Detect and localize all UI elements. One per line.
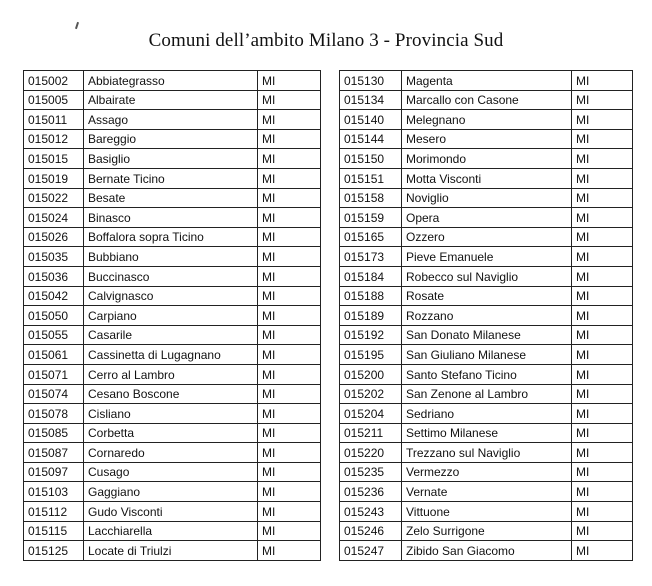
province-code: MI bbox=[258, 345, 321, 365]
province-code: MI bbox=[572, 541, 633, 561]
comuni-table-left-body bbox=[24, 71, 321, 561]
comune-name: Motta Visconti bbox=[402, 168, 572, 188]
comune-name: Assago bbox=[84, 110, 258, 130]
comune-name: Basiglio bbox=[84, 149, 258, 169]
comune-name: Sedriano bbox=[402, 404, 572, 424]
table-row bbox=[340, 129, 633, 149]
comune-code: 015204 bbox=[340, 404, 402, 424]
province-code: MI bbox=[572, 462, 633, 482]
province-code: MI bbox=[572, 71, 633, 91]
province-code: MI bbox=[258, 90, 321, 110]
table-row bbox=[340, 110, 633, 130]
table-row bbox=[340, 541, 633, 561]
province-code: MI bbox=[572, 129, 633, 149]
comune-name: Pieve Emanuele bbox=[402, 247, 572, 267]
table-row bbox=[24, 482, 321, 502]
province-code: MI bbox=[258, 364, 321, 384]
comune-name: Zelo Surrigone bbox=[402, 521, 572, 541]
province-code: MI bbox=[572, 188, 633, 208]
table-row bbox=[340, 188, 633, 208]
comune-code: 015134 bbox=[340, 90, 402, 110]
table-row bbox=[340, 345, 633, 365]
province-code: MI bbox=[258, 443, 321, 463]
comune-code: 015024 bbox=[24, 208, 84, 228]
table-row bbox=[340, 521, 633, 541]
comune-code: 015112 bbox=[24, 502, 84, 522]
comuni-table-right-body bbox=[340, 71, 633, 561]
table-row bbox=[24, 90, 321, 110]
comune-name: Morimondo bbox=[402, 149, 572, 169]
table-row bbox=[340, 364, 633, 384]
comune-name: Rozzano bbox=[402, 306, 572, 326]
comune-name: Besate bbox=[84, 188, 258, 208]
province-code: MI bbox=[258, 325, 321, 345]
comune-code: 015247 bbox=[340, 541, 402, 561]
comune-name: Cusago bbox=[84, 462, 258, 482]
comune-name: Vermezzo bbox=[402, 462, 572, 482]
comune-code: 015184 bbox=[340, 266, 402, 286]
comune-name: San Giuliano Milanese bbox=[402, 345, 572, 365]
comune-code: 015022 bbox=[24, 188, 84, 208]
comune-code: 015036 bbox=[24, 266, 84, 286]
comune-name: Cerro al Lambro bbox=[84, 364, 258, 384]
table-row bbox=[340, 384, 633, 404]
province-code: MI bbox=[258, 482, 321, 502]
comune-name: San Zenone al Lambro bbox=[402, 384, 572, 404]
comune-code: 015015 bbox=[24, 149, 84, 169]
comune-name: Vernate bbox=[402, 482, 572, 502]
comune-name: Zibido San Giacomo bbox=[402, 541, 572, 561]
comune-code: 015035 bbox=[24, 247, 84, 267]
province-code: MI bbox=[572, 208, 633, 228]
province-code: MI bbox=[572, 345, 633, 365]
comune-name: Corbetta bbox=[84, 423, 258, 443]
province-code: MI bbox=[258, 286, 321, 306]
province-code: MI bbox=[572, 502, 633, 522]
table-row bbox=[340, 168, 633, 188]
comune-name: Settimo Milanese bbox=[402, 423, 572, 443]
comune-name: Calvignasco bbox=[84, 286, 258, 306]
province-code: MI bbox=[572, 306, 633, 326]
comune-code: 015103 bbox=[24, 482, 84, 502]
comune-name: Lacchiarella bbox=[84, 521, 258, 541]
comune-code: 015140 bbox=[340, 110, 402, 130]
province-code: MI bbox=[258, 188, 321, 208]
comune-name: Cornaredo bbox=[84, 443, 258, 463]
table-row bbox=[24, 227, 321, 247]
comune-name: Cassinetta di Lugagnano bbox=[84, 345, 258, 365]
comune-code: 015200 bbox=[340, 364, 402, 384]
table-row bbox=[24, 306, 321, 326]
province-code: MI bbox=[572, 286, 633, 306]
table-row bbox=[24, 247, 321, 267]
comune-code: 015235 bbox=[340, 462, 402, 482]
comune-code: 015050 bbox=[24, 306, 84, 326]
comune-code: 015173 bbox=[340, 247, 402, 267]
comune-code: 015130 bbox=[340, 71, 402, 91]
table-row bbox=[24, 286, 321, 306]
comune-code: 015074 bbox=[24, 384, 84, 404]
province-code: MI bbox=[258, 110, 321, 130]
comune-code: 015078 bbox=[24, 404, 84, 424]
comune-name: Bubbiano bbox=[84, 247, 258, 267]
comune-code: 015071 bbox=[24, 364, 84, 384]
province-code: MI bbox=[258, 208, 321, 228]
table-row bbox=[24, 462, 321, 482]
comune-name: Carpiano bbox=[84, 306, 258, 326]
comune-code: 015246 bbox=[340, 521, 402, 541]
table-row bbox=[24, 266, 321, 286]
comune-name: Gaggiano bbox=[84, 482, 258, 502]
table-row bbox=[24, 345, 321, 365]
comune-code: 015189 bbox=[340, 306, 402, 326]
table-row bbox=[340, 306, 633, 326]
table-row bbox=[24, 208, 321, 228]
table-row bbox=[340, 482, 633, 502]
comune-name: Boffalora sopra Ticino bbox=[84, 227, 258, 247]
comune-code: 015192 bbox=[340, 325, 402, 345]
comuni-table-left bbox=[23, 70, 321, 561]
comune-name: Opera bbox=[402, 208, 572, 228]
province-code: MI bbox=[258, 306, 321, 326]
province-code: MI bbox=[258, 404, 321, 424]
province-code: MI bbox=[572, 384, 633, 404]
table-row bbox=[340, 90, 633, 110]
province-code: MI bbox=[258, 384, 321, 404]
comune-name: Gudo Visconti bbox=[84, 502, 258, 522]
table-row bbox=[24, 149, 321, 169]
province-code: MI bbox=[258, 541, 321, 561]
province-code: MI bbox=[572, 423, 633, 443]
comune-code: 015243 bbox=[340, 502, 402, 522]
province-code: MI bbox=[572, 90, 633, 110]
province-code: MI bbox=[572, 443, 633, 463]
province-code: MI bbox=[572, 149, 633, 169]
comune-name: Noviglio bbox=[402, 188, 572, 208]
table-row bbox=[24, 384, 321, 404]
comune-code: 015042 bbox=[24, 286, 84, 306]
table-row bbox=[340, 266, 633, 286]
province-code: MI bbox=[258, 423, 321, 443]
comune-code: 015055 bbox=[24, 325, 84, 345]
comune-name: Marcallo con Casone bbox=[402, 90, 572, 110]
comune-code: 015125 bbox=[24, 541, 84, 561]
province-code: MI bbox=[572, 325, 633, 345]
comune-code: 015002 bbox=[24, 71, 84, 91]
province-code: MI bbox=[572, 266, 633, 286]
table-row bbox=[24, 364, 321, 384]
comune-code: 015061 bbox=[24, 345, 84, 365]
comune-code: 015026 bbox=[24, 227, 84, 247]
document-title: Comuni dell’ambito Milano 3 - Provincia Sud bbox=[148, 30, 504, 51]
province-code: MI bbox=[572, 521, 633, 541]
scan-speck bbox=[75, 22, 79, 29]
comune-name: Buccinasco bbox=[84, 266, 258, 286]
table-row bbox=[340, 247, 633, 267]
table-row bbox=[24, 325, 321, 345]
province-code: MI bbox=[572, 227, 633, 247]
table-row bbox=[340, 325, 633, 345]
comune-name: Cesano Boscone bbox=[84, 384, 258, 404]
comune-name: Rosate bbox=[402, 286, 572, 306]
comune-name: San Donato Milanese bbox=[402, 325, 572, 345]
table-row bbox=[340, 208, 633, 228]
province-code: MI bbox=[258, 502, 321, 522]
comune-code: 015202 bbox=[340, 384, 402, 404]
comune-name: Albairate bbox=[84, 90, 258, 110]
comune-code: 015211 bbox=[340, 423, 402, 443]
table-row bbox=[24, 443, 321, 463]
comune-code: 015019 bbox=[24, 168, 84, 188]
table-row bbox=[340, 227, 633, 247]
province-code: MI bbox=[258, 129, 321, 149]
comune-code: 015150 bbox=[340, 149, 402, 169]
table-row bbox=[340, 71, 633, 91]
comune-name: Magenta bbox=[402, 71, 572, 91]
province-code: MI bbox=[258, 247, 321, 267]
table-row bbox=[24, 423, 321, 443]
table-row bbox=[24, 168, 321, 188]
province-code: MI bbox=[572, 247, 633, 267]
comune-name: Cisliano bbox=[84, 404, 258, 424]
comune-code: 015188 bbox=[340, 286, 402, 306]
comune-code: 015220 bbox=[340, 443, 402, 463]
table-row bbox=[24, 129, 321, 149]
comune-code: 015011 bbox=[24, 110, 84, 130]
comune-name: Trezzano sul Naviglio bbox=[402, 443, 572, 463]
comuni-table-right bbox=[339, 70, 633, 561]
comune-code: 015144 bbox=[340, 129, 402, 149]
comune-code: 015085 bbox=[24, 423, 84, 443]
table-row bbox=[340, 443, 633, 463]
comune-code: 015158 bbox=[340, 188, 402, 208]
comune-code: 015159 bbox=[340, 208, 402, 228]
province-code: MI bbox=[258, 266, 321, 286]
table-row bbox=[340, 404, 633, 424]
comune-name: Casarile bbox=[84, 325, 258, 345]
comune-code: 015236 bbox=[340, 482, 402, 502]
table-row bbox=[340, 286, 633, 306]
comune-name: Vittuone bbox=[402, 502, 572, 522]
comune-name: Abbiategrasso bbox=[84, 71, 258, 91]
province-code: MI bbox=[572, 404, 633, 424]
province-code: MI bbox=[258, 227, 321, 247]
province-code: MI bbox=[258, 521, 321, 541]
table-row bbox=[24, 541, 321, 561]
province-code: MI bbox=[258, 149, 321, 169]
province-code: MI bbox=[258, 168, 321, 188]
comune-code: 015005 bbox=[24, 90, 84, 110]
province-code: MI bbox=[572, 110, 633, 130]
comune-name: Ozzero bbox=[402, 227, 572, 247]
comune-name: Mesero bbox=[402, 129, 572, 149]
comune-code: 015165 bbox=[340, 227, 402, 247]
table-row bbox=[24, 188, 321, 208]
province-code: MI bbox=[572, 168, 633, 188]
province-code: MI bbox=[572, 482, 633, 502]
comune-code: 015012 bbox=[24, 129, 84, 149]
comune-code: 015195 bbox=[340, 345, 402, 365]
table-row bbox=[24, 521, 321, 541]
comune-code: 015151 bbox=[340, 168, 402, 188]
comune-name: Locate di Triulzi bbox=[84, 541, 258, 561]
comune-name: Robecco sul Naviglio bbox=[402, 266, 572, 286]
province-code: MI bbox=[572, 364, 633, 384]
comune-name: Bareggio bbox=[84, 129, 258, 149]
province-code: MI bbox=[258, 462, 321, 482]
table-row bbox=[24, 404, 321, 424]
comune-name: Melegnano bbox=[402, 110, 572, 130]
comune-name: Bernate Ticino bbox=[84, 168, 258, 188]
table-row bbox=[24, 110, 321, 130]
province-code: MI bbox=[258, 71, 321, 91]
table-row bbox=[340, 149, 633, 169]
table-row bbox=[340, 462, 633, 482]
comune-code: 015097 bbox=[24, 462, 84, 482]
comune-code: 015087 bbox=[24, 443, 84, 463]
table-row bbox=[340, 502, 633, 522]
table-row bbox=[340, 423, 633, 443]
table-row bbox=[24, 502, 321, 522]
comune-name: Santo Stefano Ticino bbox=[402, 364, 572, 384]
comune-code: 015115 bbox=[24, 521, 84, 541]
table-row bbox=[24, 71, 321, 91]
comune-name: Binasco bbox=[84, 208, 258, 228]
